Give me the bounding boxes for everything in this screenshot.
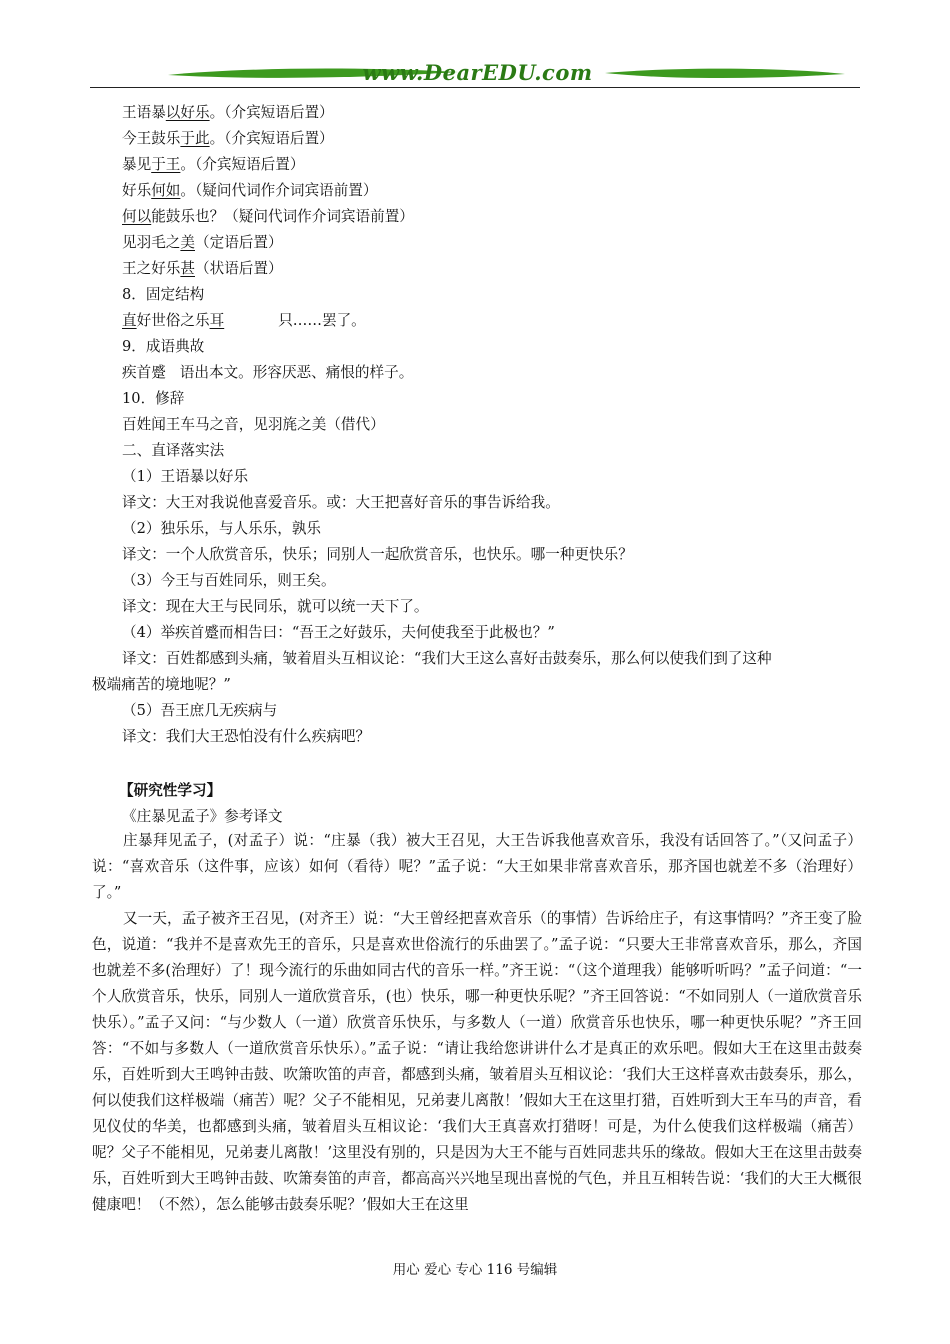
text-line <box>122 152 862 178</box>
text: 疾首蹙 <box>122 364 166 381</box>
question-line: （5）吾王庶几无疾病与 <box>122 702 278 719</box>
translation-line: 译文：一个人欣赏音乐，快乐；同别人一起欣赏音乐，也快乐。哪一种更快乐？ <box>122 546 633 563</box>
text: 暴见 <box>122 156 152 173</box>
text: 今王鼓乐 <box>122 130 181 147</box>
text-line <box>122 204 862 230</box>
green-swoosh-right-icon <box>605 66 845 82</box>
question-line: （3）今王与百姓同乐，则王矣。 <box>122 572 336 589</box>
question-line: （4）举疾首蹙而相告曰：“吾王之好鼓乐，夫何使我至于此极也？” <box>122 624 555 641</box>
text-line <box>122 308 862 334</box>
research-body <box>92 828 862 1218</box>
question-line: （2）独乐乐，与人乐乐，孰乐 <box>122 520 322 537</box>
section-heading: 8．固定结构 <box>122 286 205 303</box>
research-heading: 【研究性学习】 <box>119 782 222 799</box>
site-logo: www.DearEDU.com <box>362 60 593 85</box>
text: （定语后置） <box>195 234 283 251</box>
underlined-text: 甚 <box>180 260 195 277</box>
question-line: （1）王语暴以好乐 <box>122 468 249 485</box>
translation-line: 译文：现在大王与民同乐，就可以统一天下了。 <box>122 598 429 615</box>
text: 见羽毛之 <box>122 234 181 251</box>
text: 。（介宾短语后置） <box>209 130 334 147</box>
text: 只……罢了。 <box>278 312 366 329</box>
text: 能鼓乐也？（疑问代词作介词宾语前置） <box>151 208 414 225</box>
section-heading: 二、直译落实法 <box>122 442 225 459</box>
header-rule <box>90 87 860 88</box>
text: 王语暴 <box>122 104 166 121</box>
text: 。（介宾短语后置） <box>209 104 334 121</box>
page-footer: 用心 爱心 专心 116 号编辑 <box>392 1262 558 1278</box>
text: 王之好乐 <box>122 260 181 277</box>
text-line <box>122 126 862 152</box>
text: 。（介宾短语后置） <box>180 156 305 173</box>
underlined-text: 美 <box>180 234 195 251</box>
text-line <box>122 256 862 282</box>
text-line: 百姓闻王车马之音，见羽旄之美（借代） <box>122 416 385 433</box>
underlined-text: 何如 <box>151 182 181 199</box>
document-body <box>92 100 862 830</box>
text-line <box>122 230 862 256</box>
text-line <box>122 178 862 204</box>
underlined-text: 以好乐 <box>165 104 210 121</box>
underlined-text: 耳 <box>209 312 225 329</box>
text: 好世俗之乐 <box>136 312 210 329</box>
section-heading: 10．修辞 <box>122 390 185 407</box>
underlined-text: 直 <box>122 312 137 329</box>
page-header <box>90 56 860 96</box>
text: 语出本文。形容厌恶、痛恨的样子。 <box>179 364 414 381</box>
translation-line: 译文：百姓都感到头痛，皱着眉头互相议论：“我们大王这么喜好击鼓奏乐，那么何以使我们到了这种 <box>122 650 772 667</box>
paragraph-1: 庄暴拜见孟子，(对孟子）说：“庄暴（我）被大王召见，大王告诉我他喜欢音乐，我没有话回答了。”（又问孟子）说：“喜欢音乐（这件事，应该）如何（看待）呢？”孟子说：“大王如果非常喜欢音乐，那齐国也就差不多（治理好）了。” <box>92 832 862 901</box>
section-heading: 9．成语典故 <box>122 338 205 355</box>
underlined-text: 于此 <box>180 130 210 147</box>
text: 。（疑问代词作介词宾语前置） <box>180 182 378 199</box>
text: （状语后置） <box>195 260 283 277</box>
translation-line: 极端痛苦的境地呢？” <box>92 676 231 693</box>
underlined-text: 于王 <box>151 156 181 173</box>
paragraph-2: 又一天，孟子被齐王召见，(对齐王）说：“大王曾经把喜欢音乐（的事情）告诉给庄子，有这事情吗？”齐王变了脸色，说道：“我并不是喜欢先王的音乐，只是喜欢世俗流行的乐曲罢了。”孟子说：“只要大王非常喜欢音乐，那么，齐国也就差不多(治理好）了！现今流行的乐曲如同古代的音乐一样。”齐王说：“（这个道理我）能够听听吗？”孟子问道：“一个人欣赏音乐，快乐，同别人一道欣赏音乐，(也）快乐，哪一种更快乐呢？”齐王回答说：“不如同别人（一道欣赏音乐快乐）。”孟子又问：“与少数人（一道）欣赏音乐快乐，与多数人（一道）欣赏音乐也快乐，哪一种更快乐呢？”齐王回答：“不如与多数人（一道欣赏音乐快乐）。”孟子说：“请让我给您讲讲什么才是真正的欢乐吧。假如大王在这里击鼓奏乐，百姓听到大王鸣钟击鼓、吹箫吹笛的声音，都感到头痛，皱着眉头互相议论：‘我们大王这样喜欢击鼓奏乐，那么，何以使我们这样极端（痛苦）呢？父子不能相见，兄弟妻儿离散！’假如大王在这里打猎，百姓听到大王车马的声音，看见仪仗的华美，也都感到头痛，皱着眉头互相议论：‘我们大王真喜欢打猎呀！可是，为什么使我们这样极端（痛苦）呢？父子不能相见，兄弟妻儿离散！’这里没有别的，只是因为大王不能与百姓同悲共乐的缘故。假如大王在这里击鼓奏乐，百姓听到大王鸣钟击鼓、吹箫奏笛的声音，都高高兴兴地呈现出喜悦的气色，并且互相转告说：‘我们的大王大概很健康吧！（不然），怎么能够击鼓奏乐呢？’假如大王在这里 <box>92 910 862 1213</box>
underlined-text: 何以 <box>122 208 152 225</box>
translation-line: 译文：大王对我说他喜爱音乐。或：大王把喜好音乐的事告诉给我。 <box>122 494 560 511</box>
text: 好乐 <box>122 182 152 199</box>
research-subtitle: 《庄暴见孟子》参考译文 <box>122 808 283 825</box>
translation-line: 译文：我们大王恐怕没有什么疾病吧？ <box>122 728 371 745</box>
text-line <box>122 360 862 386</box>
text-line <box>122 100 862 126</box>
